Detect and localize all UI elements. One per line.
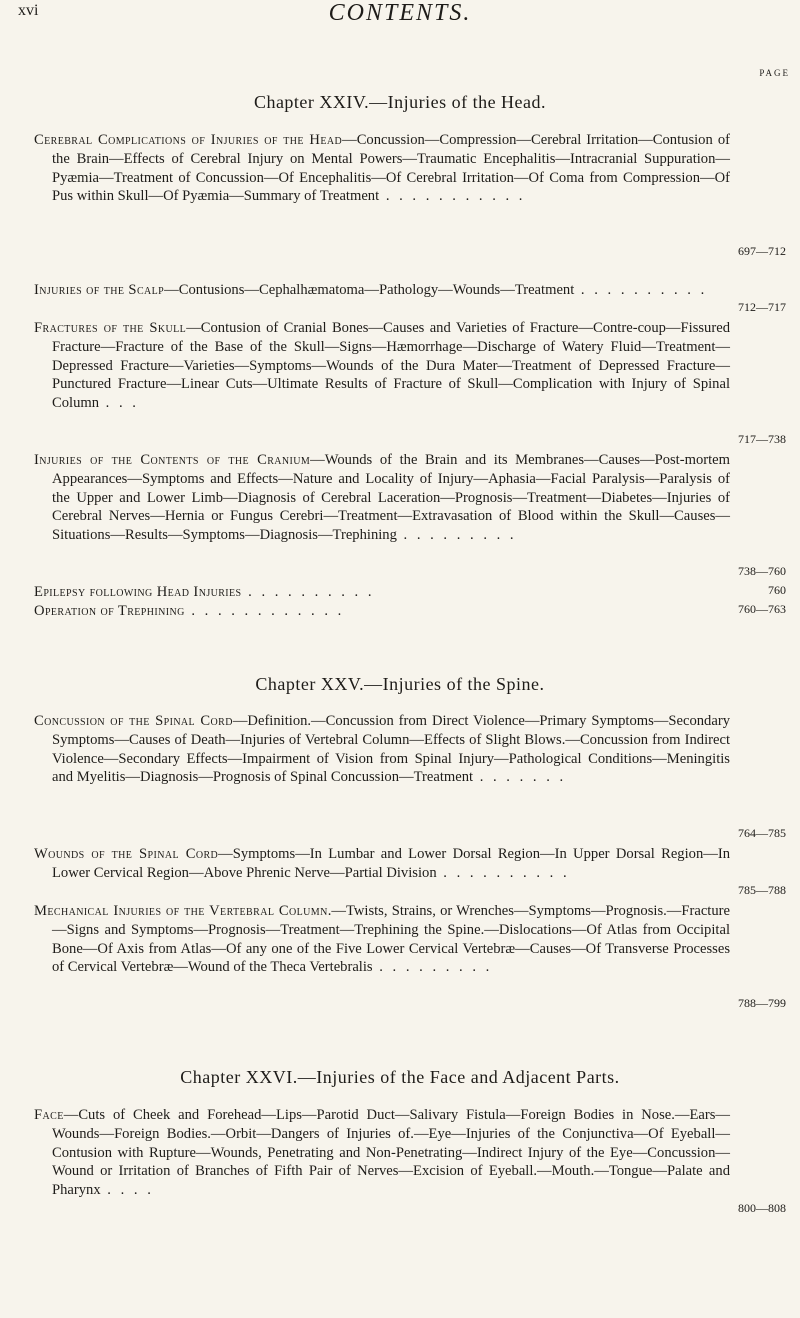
toc-entry: Operation of Trephining . . . . . . . . . . . . [34, 603, 345, 619]
toc-entry: Concussion of the Spinal Cord—Definition.—Concussion from Direct Violence—Primary Symptoms—Secondary Symptoms—Causes of Death—Injuries of Vertebral Column—Effects of Slight Blows.—Concussion from Indirect Violence—Secondary Effects—Impairment of Vision from Spinal Injury—Pathological Conditions—Meningitis and Myelitis—Diagnosis—Prognosis of Spinal Concussion—Treatment . . . . . . . [34, 713, 730, 786]
entry-heading: Injuries of the Contents of the Cranium [34, 452, 311, 468]
page-number: xvi [18, 2, 39, 19]
entry-heading: Injuries of the Scalp [34, 282, 165, 298]
toc-entry: Injuries of the Scalp—Contusions—Cephalhæmatoma—Pathology—Wounds—Treatment . . . . . . . . . . [34, 282, 708, 298]
chapter-title: Chapter XXVI.—Injuries of the Face and Adjacent Parts. [180, 1067, 620, 1087]
entry-heading: Mechanical Injuries of the Vertebral Column [34, 903, 328, 919]
entry-heading: Concussion of the Spinal Cord [34, 713, 233, 729]
entry-pages: 788—799 [738, 996, 786, 1010]
toc-entry: Mechanical Injuries of the Vertebral Column.—Twists, Strains, or Wrenches—Symptoms—Prognosis.—Fracture—Signs and Symptoms—Prognosis—Treatment—Trephining the Spine.—Dislocations—Of Atlas from Occipital Bone—Of Axis from Atlas—Of any one of the Five Lower Cervical Vertebræ—Causes—Of Transverse Processes of Cervical Vertebræ—Wound of the Theca Vertebralis . . . . . . . . . [34, 903, 730, 976]
toc-entry: Epilepsy following Head Injuries . . . . . . . . . . [34, 584, 375, 600]
entry-heading: Cerebral Complications of Injuries of the Head [34, 132, 343, 148]
chapter-title: Chapter XXIV.—Injuries of the Head. [253, 92, 547, 112]
entry-text: —Definition.—Concussion from Direct Violence—Primary Symptoms—Secondary Symptoms—Causes of Death—Injuries of Vertebral Column—Effects of Slight Blows.—Concussion from Indirect Violence—Secondary Effects—Impairment of Vision from Spinal Injury—Pathological Conditions—Meningitis and Myelitis—Diagnosis—Prognosis of Spinal Concussion—Treatment [52, 713, 730, 786]
entry-heading: Operation of Trephining [34, 603, 185, 619]
entry-heading: Wounds of the Spinal Cord [34, 846, 219, 862]
entry-pages: 785—788 [738, 883, 786, 897]
entry-text: .—Twists, Strains, or Wrenches—Symptoms—Prognosis.—Fracture—Signs and Symptoms—Prognosis—Treatment—Trephining the Spine.—Dislocations—Of Atlas from Occipital Bone—Of Axis from Atlas—Of any one of the Five Lower Cervical Vertebræ—Causes—Of Transverse Processes of Cervical Vertebræ—Wound of the Theca Vertebralis [52, 903, 730, 976]
entry-pages: 697—712 [738, 244, 786, 258]
toc-entry: Fractures of the Skull—Contusion of Cranial Bones—Causes and Varieties of Fracture—Contre-coup—Fissured Fracture—Fracture of the Base of the Skull—Signs—Hæmorrhage—Discharge of Watery Fluid—Treatment—Depressed Fracture—Varieties—Symptoms—Wounds of the Dura Mater—Treatment of Depressed Fracture—Punctured Fracture—Linear Cuts—Ultimate Results of Fracture of Skull—Complication with Injury of Spinal Column . . . [34, 320, 730, 412]
entry-pages: 800—808 [738, 1201, 786, 1215]
entry-text: —Wounds of the Brain and its Membranes—Causes—Post-mortem Appearances—Symptoms and Effects—Nature and Locality of Injury—Aphasia—Facial Paralysis—Paralysis of the Upper and Lower Limb—Diagnosis of Cerebral Laceration—Prognosis—Treatment—Diabetes—Injuries of Cerebral Nerves—Hernia or Fungus Cerebri—Treatment—Extravasation of Blood within the Skull—Causes—Situations—Results—Symptoms—Diagnosis—Trephining [52, 452, 730, 544]
entry-pages: 764—785 [738, 826, 786, 840]
page-column-label: PAGE [759, 68, 790, 78]
entry-text: —Contusions—Cephalhæmatoma—Pathology—Wounds—Treatment [164, 282, 575, 298]
chapter-title: Chapter XXV.—Injuries of the Spine. [255, 674, 545, 694]
entry-heading: Epilepsy following Head Injuries [34, 584, 242, 600]
entry-heading: Face [34, 1107, 64, 1123]
entry-pages: 760—763 [738, 602, 786, 616]
entry-heading: Fractures of the Skull [34, 320, 187, 336]
entry-text: —Contusion of Cranial Bones—Causes and Varieties of Fracture—Contre-coup—Fissured Fracture—Fracture of the Base of the Skull—Signs—Hæmorrhage—Discharge of Watery Fluid—Treatment—Depressed Fracture—Varieties—Symptoms—Wounds of the Dura Mater—Treatment of Depressed Fracture—Punctured Fracture—Linear Cuts—Ultimate Results of Fracture of Skull—Complication with Injury of Spinal Column [52, 320, 730, 412]
toc-entry: Wounds of the Spinal Cord—Symptoms—In Lumbar and Lower Dorsal Region—In Upper Dorsal Region—In Lower Cervical Region—Above Phrenic Nerve—Partial Division . . . . . . . . . . [34, 846, 730, 881]
running-title: CONTENTS. [328, 0, 472, 26]
entry-pages: 738—760 [738, 564, 786, 578]
entry-text: —Symptoms—In Lumbar and Lower Dorsal Region—In Upper Dorsal Region—In Lower Cervical Region—Above Phrenic Nerve—Partial Division [52, 846, 730, 881]
toc-entry: Face—Cuts of Cheek and Forehead—Lips—Parotid Duct—Salivary Fistula—Foreign Bodies in Nose.—Ears—Wounds—Foreign Bodies.—Orbit—Dangers of Injuries of.—Eye—Injuries of the Conjunctiva—Of Eyeball—Contusion with Rupture—Wounds, Penetrating and Non-Penetrating—Indirect Injury of the Eye—Concussion—Wound or Irritation of Branches of Fifth Pair of Nerves—Excision of Eyeball.—Mouth.—Tongue—Palate and Pharynx . . . . [34, 1107, 730, 1199]
entry-pages: 760 [768, 583, 786, 597]
entry-text: —Concussion—Compression—Cerebral Irritation—Contusion of the Brain—Effects of Cerebral Injury on Mental Powers—Traumatic Encephalitis—Intracranial Suppuration—Pyæmia—Treatment of Concussion—Of Encephalitis—Of Cerebral Irritation—Of Coma from Compression—Of Pus within Skull—Of Pyæmia—Summary of Treatment [52, 132, 730, 205]
toc-entry: Injuries of the Contents of the Cranium—Wounds of the Brain and its Membranes—Causes—Post-mortem Appearances—Symptoms and Effects—Nature and Locality of Injury—Aphasia—Facial Paralysis—Paralysis of the Upper and Lower Limb—Diagnosis of Cerebral Laceration—Prognosis—Treatment—Diabetes—Injuries of Cerebral Nerves—Hernia or Fungus Cerebri—Treatment—Extravasation of Blood within the Skull—Causes—Situations—Results—Symptoms—Diagnosis—Trephining . . . . . . . . . [34, 452, 730, 544]
entry-pages: 717—738 [738, 432, 786, 446]
entry-text: —Cuts of Cheek and Forehead—Lips—Parotid Duct—Salivary Fistula—Foreign Bodies in Nose.—Ears—Wounds—Foreign Bodies.—Orbit—Dangers of Injuries of.—Eye—Injuries of the Conjunctiva—Of Eyeball—Contusion with Rupture—Wounds, Penetrating and Non-Penetrating—Indirect Injury of the Eye—Concussion—Wound or Irritation of Branches of Fifth Pair of Nerves—Excision of Eyeball.—Mouth.—Tongue—Palate and Pharynx [52, 1107, 730, 1199]
entry-pages: 712—717 [738, 300, 786, 314]
toc-entry: Cerebral Complications of Injuries of the Head—Concussion—Compression—Cerebral Irritation—Contusion of the Brain—Effects of Cerebral Injury on Mental Powers—Traumatic Encephalitis—Intracranial Suppuration—Pyæmia—Treatment of Concussion—Of Encephalitis—Of Cerebral Irritation—Of Coma from Compression—Of Pus within Skull—Of Pyæmia—Summary of Treatment . . . . . . . . . . . [34, 132, 730, 205]
